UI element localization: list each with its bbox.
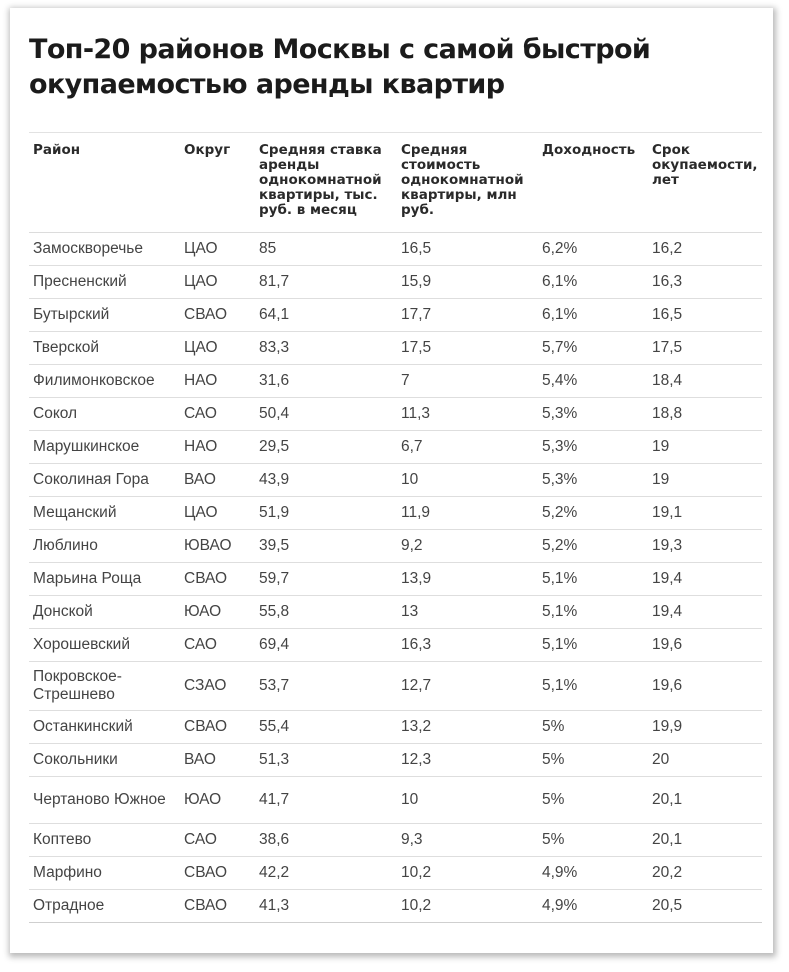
cell-payback: 16,5 — [648, 299, 762, 332]
cell-district: Донской — [29, 596, 180, 629]
cell-avg-price: 15,9 — [397, 266, 538, 299]
cell-payback: 18,8 — [648, 398, 762, 431]
cell-yield: 5,1% — [538, 629, 648, 662]
cell-yield: 6,1% — [538, 266, 648, 299]
cell-district: Филимонковское — [29, 365, 180, 398]
cell-yield: 5% — [538, 744, 648, 777]
table-row — [29, 596, 762, 629]
table-row — [29, 431, 762, 464]
cell-district: Тверской — [29, 332, 180, 365]
cell-okrug: ВАО — [180, 464, 255, 497]
cell-payback: 18,4 — [648, 365, 762, 398]
cell-avg-rent: 81,7 — [255, 266, 397, 299]
cell-payback: 20,2 — [648, 857, 762, 890]
cell-yield: 5,1% — [538, 563, 648, 596]
cell-yield: 5% — [538, 711, 648, 744]
cell-payback: 19,6 — [648, 629, 762, 662]
cell-avg-rent: 41,7 — [255, 777, 397, 824]
cell-okrug: ЮВАО — [180, 530, 255, 563]
cell-payback: 19,3 — [648, 530, 762, 563]
cell-okrug: САО — [180, 629, 255, 662]
table-row — [29, 857, 762, 890]
cell-payback: 16,3 — [648, 266, 762, 299]
cell-yield: 5,3% — [538, 398, 648, 431]
table-row — [29, 233, 762, 266]
cell-avg-rent: 69,4 — [255, 629, 397, 662]
cell-payback: 16,2 — [648, 233, 762, 266]
cell-avg-price: 11,9 — [397, 497, 538, 530]
column-header-payback: Срок окупаемости, лет — [648, 133, 762, 233]
cell-avg-price: 12,7 — [397, 662, 538, 711]
cell-payback: 19 — [648, 464, 762, 497]
cell-payback: 19,4 — [648, 563, 762, 596]
cell-district: Марушкинское — [29, 431, 180, 464]
cell-district: Отрадное — [29, 890, 180, 923]
cell-district: Люблино — [29, 530, 180, 563]
cell-avg-price: 13,2 — [397, 711, 538, 744]
cell-avg-price: 10,2 — [397, 857, 538, 890]
cell-avg-price: 11,3 — [397, 398, 538, 431]
cell-district: Замоскворечье — [29, 233, 180, 266]
table-row — [29, 711, 762, 744]
cell-district: Чертаново Южное — [29, 777, 180, 824]
cell-yield: 6,1% — [538, 299, 648, 332]
cell-district: Сокольники — [29, 744, 180, 777]
cell-yield: 4,9% — [538, 890, 648, 923]
cell-district: Пресненский — [29, 266, 180, 299]
cell-avg-rent: 51,3 — [255, 744, 397, 777]
table-row — [29, 744, 762, 777]
cell-payback: 19 — [648, 431, 762, 464]
page-title: Топ-20 районов Москвы с самой быстрой окупаемостью аренды квартир — [29, 34, 651, 100]
cell-avg-rent: 29,5 — [255, 431, 397, 464]
cell-district: Останкинский — [29, 711, 180, 744]
column-header-okrug: Округ — [180, 133, 255, 233]
cell-district: Бутырский — [29, 299, 180, 332]
table-row — [29, 662, 762, 711]
cell-avg-rent: 41,3 — [255, 890, 397, 923]
cell-payback: 19,9 — [648, 711, 762, 744]
cell-payback: 20,1 — [648, 824, 762, 857]
cell-avg-price: 13,9 — [397, 563, 538, 596]
cell-avg-price: 12,3 — [397, 744, 538, 777]
cell-avg-rent: 38,6 — [255, 824, 397, 857]
cell-district: Хорошевский — [29, 629, 180, 662]
cell-payback: 19,1 — [648, 497, 762, 530]
cell-avg-rent: 50,4 — [255, 398, 397, 431]
cell-avg-price: 9,3 — [397, 824, 538, 857]
cell-avg-price: 16,3 — [397, 629, 538, 662]
table-body — [29, 233, 762, 923]
cell-okrug: СВАО — [180, 299, 255, 332]
table-row — [29, 398, 762, 431]
cell-avg-price: 9,2 — [397, 530, 538, 563]
cell-avg-price: 10 — [397, 777, 538, 824]
cell-district: Марфино — [29, 857, 180, 890]
cell-district: Мещанский — [29, 497, 180, 530]
cell-okrug: НАО — [180, 365, 255, 398]
cell-yield: 4,9% — [538, 857, 648, 890]
table-row — [29, 890, 762, 923]
cell-district: Коптево — [29, 824, 180, 857]
rent-payback-table — [29, 132, 762, 923]
cell-yield: 5,1% — [538, 596, 648, 629]
column-header-avg-price: Средняя стоимость однокомнатной квартиры, млн руб. — [397, 133, 538, 233]
rent-payback-table-container — [29, 132, 762, 923]
cell-avg-rent: 55,8 — [255, 596, 397, 629]
table-row — [29, 629, 762, 662]
cell-avg-price: 17,7 — [397, 299, 538, 332]
cell-avg-rent: 39,5 — [255, 530, 397, 563]
article-card — [10, 8, 773, 953]
cell-payback: 17,5 — [648, 332, 762, 365]
cell-avg-price: 16,5 — [397, 233, 538, 266]
cell-okrug: СЗАО — [180, 662, 255, 711]
table-row — [29, 824, 762, 857]
cell-avg-price: 7 — [397, 365, 538, 398]
table-row — [29, 299, 762, 332]
cell-avg-price: 10 — [397, 464, 538, 497]
cell-payback: 20,5 — [648, 890, 762, 923]
cell-okrug: СВАО — [180, 890, 255, 923]
cell-okrug: ЦАО — [180, 266, 255, 299]
cell-okrug: НАО — [180, 431, 255, 464]
cell-payback: 19,6 — [648, 662, 762, 711]
cell-okrug: ВАО — [180, 744, 255, 777]
cell-avg-rent: 64,1 — [255, 299, 397, 332]
column-header-yield: Доходность — [538, 133, 648, 233]
table-row — [29, 530, 762, 563]
cell-avg-rent: 42,2 — [255, 857, 397, 890]
cell-okrug: СВАО — [180, 563, 255, 596]
cell-avg-price: 6,7 — [397, 431, 538, 464]
cell-okrug: СВАО — [180, 711, 255, 744]
cell-district: Соколиная Гора — [29, 464, 180, 497]
cell-payback: 20 — [648, 744, 762, 777]
table-header — [29, 133, 762, 233]
cell-okrug: САО — [180, 824, 255, 857]
table-row — [29, 464, 762, 497]
cell-avg-price: 13 — [397, 596, 538, 629]
cell-yield: 5,2% — [538, 497, 648, 530]
table-row — [29, 497, 762, 530]
cell-avg-price: 10,2 — [397, 890, 538, 923]
header-row — [29, 133, 762, 233]
cell-district: Марьина Роща — [29, 563, 180, 596]
cell-avg-rent: 83,3 — [255, 332, 397, 365]
cell-yield: 5,1% — [538, 662, 648, 711]
cell-okrug: ЦАО — [180, 497, 255, 530]
cell-avg-rent: 55,4 — [255, 711, 397, 744]
cell-payback: 19,4 — [648, 596, 762, 629]
cell-district: Покровское-Стрешнево — [29, 662, 180, 711]
cell-yield: 5% — [538, 777, 648, 824]
cell-yield: 5,3% — [538, 431, 648, 464]
table-row — [29, 563, 762, 596]
cell-okrug: САО — [180, 398, 255, 431]
cell-avg-rent: 43,9 — [255, 464, 397, 497]
cell-okrug: СВАО — [180, 857, 255, 890]
cell-payback: 20,1 — [648, 777, 762, 824]
cell-okrug: ЮАО — [180, 596, 255, 629]
column-header-district: Район — [29, 133, 180, 233]
cell-okrug: ЦАО — [180, 233, 255, 266]
cell-avg-price: 17,5 — [397, 332, 538, 365]
cell-avg-rent: 31,6 — [255, 365, 397, 398]
table-row — [29, 777, 762, 824]
cell-avg-rent: 59,7 — [255, 563, 397, 596]
cell-avg-rent: 51,9 — [255, 497, 397, 530]
table-row — [29, 266, 762, 299]
cell-yield: 5,7% — [538, 332, 648, 365]
cell-okrug: ЮАО — [180, 777, 255, 824]
cell-yield: 5,3% — [538, 464, 648, 497]
cell-yield: 5% — [538, 824, 648, 857]
cell-district: Сокол — [29, 398, 180, 431]
cell-avg-rent: 85 — [255, 233, 397, 266]
cell-okrug: ЦАО — [180, 332, 255, 365]
cell-yield: 5,4% — [538, 365, 648, 398]
cell-avg-rent: 53,7 — [255, 662, 397, 711]
table-row — [29, 365, 762, 398]
cell-yield: 5,2% — [538, 530, 648, 563]
table-row — [29, 332, 762, 365]
cell-yield: 6,2% — [538, 233, 648, 266]
column-header-avg-rent: Средняя ставка аренды однокомнатной квартиры, тыс. руб. в месяц — [255, 133, 397, 233]
